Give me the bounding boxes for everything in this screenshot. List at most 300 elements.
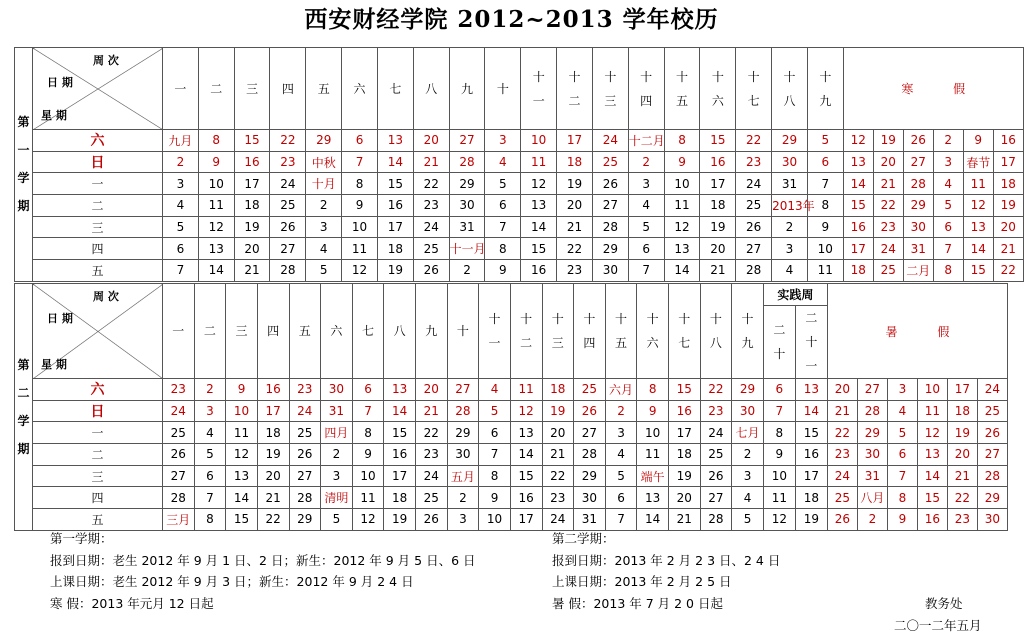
vacation-date-cell: 14 <box>843 173 873 195</box>
week-number: 十 七 <box>736 48 772 130</box>
date-cell: 27 <box>163 465 195 487</box>
practice-date-cell: 16 <box>795 444 827 466</box>
semester-label: 第 一 学 期 <box>15 48 33 282</box>
date-cell: 26 <box>592 173 628 195</box>
vacation-date-cell: 22 <box>873 195 903 217</box>
date-cell: 29 <box>772 130 808 152</box>
date-cell: 3 <box>772 238 808 260</box>
date-cell: 24 <box>542 509 574 531</box>
vacation-date-cell: 17 <box>993 151 1023 173</box>
date-cell: 5 <box>807 130 843 152</box>
week-number: 五 <box>289 284 321 379</box>
date-cell: 三月 <box>163 509 195 531</box>
vacation-date-cell: 21 <box>873 173 903 195</box>
date-cell: 6 <box>605 487 637 509</box>
vacation-date-cell: 19 <box>873 130 903 152</box>
date-cell: 27 <box>574 422 606 444</box>
vacation-date-cell: 14 <box>963 238 993 260</box>
vacation-label: 暑 假 <box>827 284 1007 379</box>
week-number: 三 <box>234 48 270 130</box>
vacation-date-cell: 20 <box>827 379 857 401</box>
date-cell: 20 <box>234 238 270 260</box>
week-number: 十 一 <box>521 48 557 130</box>
date-cell: 26 <box>700 465 732 487</box>
date-cell: 23 <box>163 379 195 401</box>
date-cell: 21 <box>700 260 736 282</box>
date-cell: 9 <box>479 487 511 509</box>
weekday-label: 日 <box>33 400 163 422</box>
date-cell: 27 <box>270 238 306 260</box>
date-cell: 21 <box>669 509 701 531</box>
practice-week-number: 二 十 <box>763 306 795 379</box>
date-cell: 2 <box>321 444 353 466</box>
vacation-date-cell: 20 <box>993 216 1023 238</box>
vacation-date-cell: 8 <box>887 487 917 509</box>
date-cell: 9 <box>664 151 700 173</box>
week-number: 七 <box>352 284 384 379</box>
date-cell: 18 <box>542 379 574 401</box>
date-cell: 16 <box>234 151 270 173</box>
note-line: 第一学期： <box>50 531 113 546</box>
vacation-date-cell: 17 <box>947 379 977 401</box>
weekday-label: 五 <box>33 509 163 531</box>
date-cell: 7 <box>163 260 199 282</box>
date-cell: 15 <box>521 238 557 260</box>
date-cell: 22 <box>257 509 289 531</box>
vacation-date-cell: 25 <box>827 487 857 509</box>
date-cell: 8 <box>664 130 700 152</box>
table-row <box>15 465 1008 487</box>
date-cell: 24 <box>163 400 195 422</box>
date-cell: 23 <box>413 195 449 217</box>
date-cell: 11 <box>342 238 378 260</box>
vacation-date-cell: 30 <box>977 509 1007 531</box>
header-diagonal-cell <box>33 48 163 130</box>
date-cell: 10 <box>342 216 378 238</box>
vacation-date-cell: 29 <box>903 195 933 217</box>
date-cell: 23 <box>557 260 593 282</box>
date-cell: 25 <box>736 195 772 217</box>
date-cell: 30 <box>321 379 353 401</box>
date-cell: 8 <box>479 465 511 487</box>
vacation-label: 寒 假 <box>843 48 1023 130</box>
vacation-date-cell: 7 <box>933 238 963 260</box>
date-cell: 19 <box>557 173 593 195</box>
date-cell: 15 <box>226 509 258 531</box>
date-cell: 20 <box>416 379 448 401</box>
date-cell: 9 <box>807 216 843 238</box>
vacation-date-cell: 2 <box>857 509 887 531</box>
weekday-header-label: 星 期 <box>41 358 67 371</box>
date-cell: 22 <box>270 130 306 152</box>
date-cell: 11 <box>226 422 258 444</box>
practice-date-cell: 10 <box>763 465 795 487</box>
date-cell: 3 <box>163 173 199 195</box>
vacation-date-cell: 13 <box>963 216 993 238</box>
date-cell: 16 <box>257 379 289 401</box>
date-cell: 14 <box>510 444 542 466</box>
date-cell: 17 <box>557 130 593 152</box>
date-cell: 21 <box>234 260 270 282</box>
date-cell: 6 <box>628 238 664 260</box>
vacation-date-cell: 9 <box>887 509 917 531</box>
vacation-date-cell: 20 <box>947 444 977 466</box>
date-cell: 21 <box>416 400 448 422</box>
vacation-date-cell: 4 <box>887 400 917 422</box>
date-cell: 10 <box>807 238 843 260</box>
vacation-date-cell: 23 <box>827 444 857 466</box>
date-cell: 30 <box>447 444 479 466</box>
date-cell: 26 <box>270 216 306 238</box>
date-cell: 31 <box>574 509 606 531</box>
date-cell: 9 <box>637 400 669 422</box>
date-cell: 30 <box>449 195 485 217</box>
vacation-date-cell: 4 <box>933 173 963 195</box>
date-cell: 16 <box>669 400 701 422</box>
date-cell: 5 <box>479 400 511 422</box>
date-cell: 4 <box>485 151 521 173</box>
date-cell: 23 <box>736 151 772 173</box>
date-cell: 29 <box>449 173 485 195</box>
date-cell: 25 <box>416 487 448 509</box>
date-cell: 31 <box>449 216 485 238</box>
vacation-date-cell: 30 <box>857 444 887 466</box>
date-cell: 十二月 <box>628 130 664 152</box>
date-cell: 17 <box>377 216 413 238</box>
vacation-date-cell: 29 <box>977 487 1007 509</box>
date-cell: 14 <box>521 216 557 238</box>
date-cell: 10 <box>637 422 669 444</box>
weekday-label: 二 <box>33 444 163 466</box>
date-cell: 8 <box>352 422 384 444</box>
table-row <box>15 151 1024 173</box>
date-cell: 19 <box>257 444 289 466</box>
date-cell: 4 <box>732 487 764 509</box>
vacation-date-cell: 12 <box>917 422 947 444</box>
date-cell: 3 <box>485 130 521 152</box>
date-cell: 7 <box>807 173 843 195</box>
vacation-date-cell: 8 <box>933 260 963 282</box>
vacation-date-cell: 15 <box>843 195 873 217</box>
vacation-date-cell: 24 <box>977 379 1007 401</box>
vacation-date-cell: 19 <box>993 195 1023 217</box>
table-row <box>15 216 1024 238</box>
date-cell: 10 <box>521 130 557 152</box>
vacation-date-cell: 29 <box>857 422 887 444</box>
date-cell: 四月 <box>321 422 353 444</box>
week-number: 八 <box>384 284 416 379</box>
date-cell: 12 <box>352 509 384 531</box>
date-cell: 15 <box>669 379 701 401</box>
date-cell: 25 <box>574 379 606 401</box>
week-header-label: 周 次 <box>93 54 119 67</box>
date-cell: 3 <box>732 465 764 487</box>
date-cell: 23 <box>289 379 321 401</box>
vacation-date-cell: 15 <box>963 260 993 282</box>
vacation-date-cell: 5 <box>933 195 963 217</box>
date-cell: 七月 <box>732 422 764 444</box>
vacation-date-cell: 14 <box>917 465 947 487</box>
vacation-date-cell: 12 <box>843 130 873 152</box>
date-cell: 14 <box>637 509 669 531</box>
date-cell: 13 <box>521 195 557 217</box>
date-cell: 29 <box>574 465 606 487</box>
date-cell: 26 <box>416 509 448 531</box>
date-cell: 26 <box>163 444 195 466</box>
vacation-date-cell: 21 <box>947 465 977 487</box>
vacation-date-cell: 28 <box>903 173 933 195</box>
vacation-date-cell: 二月 <box>903 260 933 282</box>
date-cell: 24 <box>736 173 772 195</box>
practice-date-cell: 6 <box>763 379 795 401</box>
vacation-date-cell: 八月 <box>857 487 887 509</box>
week-number: 一 <box>163 284 195 379</box>
date-cell: 13 <box>198 238 234 260</box>
date-cell: 22 <box>557 238 593 260</box>
date-cell: 17 <box>700 173 736 195</box>
table-row <box>15 379 1008 401</box>
date-cell: 9 <box>485 260 521 282</box>
note-line: 第二学期： <box>552 531 615 546</box>
vacation-date-cell: 25 <box>873 260 903 282</box>
date-cell: 28 <box>736 260 772 282</box>
date-cell: 7 <box>605 509 637 531</box>
vacation-date-cell: 24 <box>827 465 857 487</box>
weekday-label: 三 <box>33 216 163 238</box>
practice-date-cell: 15 <box>795 422 827 444</box>
date-cell: 26 <box>736 216 772 238</box>
date-cell: 23 <box>416 444 448 466</box>
week-number: 十 三 <box>592 48 628 130</box>
date-cell: 18 <box>377 238 413 260</box>
date-cell: 6 <box>485 195 521 217</box>
vacation-date-cell: 17 <box>843 238 873 260</box>
note-line: 报到日期：2013 年 2 月 2 3 日、2 4 日 <box>552 552 781 568</box>
weekday-label: 六 <box>33 130 163 152</box>
date-cell: 29 <box>592 238 628 260</box>
header-diagonal-cell <box>33 284 163 379</box>
date-cell: 4 <box>628 195 664 217</box>
weekday-label: 五 <box>33 260 163 282</box>
date-cell: 12 <box>342 260 378 282</box>
note-line: 上课日期：2013 年 2 月 2 5 日 <box>552 574 732 589</box>
date-cell: 7 <box>628 260 664 282</box>
date-cell: 5 <box>628 216 664 238</box>
vacation-date-cell: 19 <box>947 422 977 444</box>
date-cell: 6 <box>807 151 843 173</box>
date-cell: 23 <box>270 151 306 173</box>
vacation-date-cell: 22 <box>993 260 1023 282</box>
date-cell: 20 <box>257 465 289 487</box>
date-cell: 10 <box>664 173 700 195</box>
date-cell: 5 <box>306 260 342 282</box>
date-cell: 6 <box>163 238 199 260</box>
date-cell: 15 <box>234 130 270 152</box>
date-cell: 十月 <box>306 173 342 195</box>
date-cell: 10 <box>198 173 234 195</box>
date-cell: 4 <box>306 238 342 260</box>
date-cell: 15 <box>700 130 736 152</box>
date-cell: 5 <box>163 216 199 238</box>
date-cell: 19 <box>542 400 574 422</box>
vacation-date-cell: 6 <box>887 444 917 466</box>
date-cell: 22 <box>413 173 449 195</box>
date-cell: 24 <box>270 173 306 195</box>
date-cell: 13 <box>384 379 416 401</box>
practice-date-cell: 7 <box>763 400 795 422</box>
week-number: 十 <box>485 48 521 130</box>
date-cell: 5 <box>321 509 353 531</box>
vacation-date-cell: 18 <box>947 400 977 422</box>
vacation-date-cell: 30 <box>903 216 933 238</box>
date-cell: 3 <box>194 400 226 422</box>
table-row <box>15 195 1024 217</box>
date-cell: 11 <box>807 260 843 282</box>
vacation-date-cell: 23 <box>947 509 977 531</box>
date-cell: 25 <box>270 195 306 217</box>
date-cell: 9 <box>198 151 234 173</box>
date-cell: 25 <box>413 238 449 260</box>
week-number: 十 七 <box>669 284 701 379</box>
week-number: 十 八 <box>772 48 808 130</box>
date-cell: 21 <box>257 487 289 509</box>
vacation-date-cell: 18 <box>993 173 1023 195</box>
date-cell: 7 <box>479 444 511 466</box>
practice-date-cell: 17 <box>795 465 827 487</box>
vacation-date-cell: 21 <box>827 400 857 422</box>
date-cell: 26 <box>289 444 321 466</box>
date-cell: 12 <box>664 216 700 238</box>
vacation-date-cell: 6 <box>933 216 963 238</box>
date-cell: 10 <box>226 400 258 422</box>
week-number: 一 <box>163 48 199 130</box>
week-number: 十 五 <box>664 48 700 130</box>
date-cell: 27 <box>447 379 479 401</box>
date-cell: 8 <box>485 238 521 260</box>
date-cell: 18 <box>257 422 289 444</box>
date-cell: 31 <box>321 400 353 422</box>
practice-date-cell: 19 <box>795 509 827 531</box>
date-cell: 2 <box>449 260 485 282</box>
week-number: 二 <box>194 284 226 379</box>
vacation-date-cell: 25 <box>977 400 1007 422</box>
date-cell: 2 <box>194 379 226 401</box>
issue-date: 二〇一二年五月 <box>894 618 982 633</box>
vacation-date-cell: 28 <box>977 465 1007 487</box>
week-number: 十 五 <box>605 284 637 379</box>
date-cell: 8 <box>342 173 378 195</box>
week-number: 六 <box>342 48 378 130</box>
date-cell: 22 <box>542 465 574 487</box>
date-cell: 9 <box>226 379 258 401</box>
week-number: 十 二 <box>557 48 593 130</box>
note-line: 报到日期：老生 2012 年 9 月 1 日、2 日；新生：2012 年 9 月 5 日、6 日 <box>50 552 476 568</box>
date-cell: 24 <box>592 130 628 152</box>
date-cell: 13 <box>377 130 413 152</box>
week-number: 四 <box>257 284 289 379</box>
table-row <box>15 422 1008 444</box>
weekday-header-label: 星 期 <box>41 109 67 122</box>
vacation-date-cell: 13 <box>843 151 873 173</box>
date-cell: 13 <box>664 238 700 260</box>
date-cell: 16 <box>384 444 416 466</box>
date-cell: 29 <box>447 422 479 444</box>
date-cell: 16 <box>521 260 557 282</box>
date-cell: 7 <box>194 487 226 509</box>
date-cell: 19 <box>669 465 701 487</box>
date-cell: 2 <box>605 400 637 422</box>
date-cell: 6 <box>342 130 378 152</box>
week-number: 十 六 <box>700 48 736 130</box>
date-cell: 3 <box>447 509 479 531</box>
date-cell: 30 <box>772 151 808 173</box>
table-row <box>15 444 1008 466</box>
vacation-date-cell: 15 <box>917 487 947 509</box>
vacation-date-cell: 21 <box>993 238 1023 260</box>
week-number: 十 六 <box>637 284 669 379</box>
week-number: 九 <box>416 284 448 379</box>
date-cell: 5 <box>732 509 764 531</box>
vacation-date-cell: 3 <box>933 151 963 173</box>
date-cell: 5 <box>485 173 521 195</box>
date-cell: 21 <box>542 444 574 466</box>
week-number: 十 一 <box>479 284 511 379</box>
date-cell: 25 <box>700 444 732 466</box>
date-cell: 4 <box>772 260 808 282</box>
date-cell: 4 <box>479 379 511 401</box>
date-cell: 8 <box>637 379 669 401</box>
date-cell: 25 <box>163 422 195 444</box>
date-cell: 15 <box>377 173 413 195</box>
date-cell: 27 <box>736 238 772 260</box>
date-cell: 25 <box>289 422 321 444</box>
date-cell: 22 <box>416 422 448 444</box>
date-cell: 13 <box>637 487 669 509</box>
date-cell: 17 <box>257 400 289 422</box>
date-cell: 五月 <box>447 465 479 487</box>
vacation-date-cell: 20 <box>873 151 903 173</box>
date-cell: 9 <box>352 444 384 466</box>
vacation-date-cell: 26 <box>827 509 857 531</box>
date-cell: 27 <box>449 130 485 152</box>
date-cell: 中秋 <box>306 151 342 173</box>
date-cell: 24 <box>700 422 732 444</box>
date-cell: 27 <box>700 487 732 509</box>
semester-label: 第 二 学 期 <box>15 284 33 531</box>
note-line: 寒 假：2013 年元月 12 日起 <box>50 595 214 611</box>
date-cell: 17 <box>510 509 542 531</box>
date-cell: 10 <box>352 465 384 487</box>
date-cell: 16 <box>700 151 736 173</box>
date-cell: 20 <box>413 130 449 152</box>
date-cell: 12 <box>521 173 557 195</box>
vacation-date-cell: 22 <box>827 422 857 444</box>
practice-date-cell: 18 <box>795 487 827 509</box>
date-cell: 30 <box>574 487 606 509</box>
practice-date-cell: 9 <box>763 444 795 466</box>
date-cell: 十一月 <box>449 238 485 260</box>
vacation-date-cell: 16 <box>993 130 1023 152</box>
weekday-label: 二 <box>33 195 163 217</box>
date-cell: 18 <box>557 151 593 173</box>
date-cell: 5 <box>605 465 637 487</box>
weekday-label: 日 <box>33 151 163 173</box>
vacation-date-cell: 27 <box>857 379 887 401</box>
vacation-date-cell: 13 <box>917 444 947 466</box>
vacation-date-cell: 26 <box>903 130 933 152</box>
date-cell: 17 <box>384 465 416 487</box>
date-cell: 14 <box>664 260 700 282</box>
